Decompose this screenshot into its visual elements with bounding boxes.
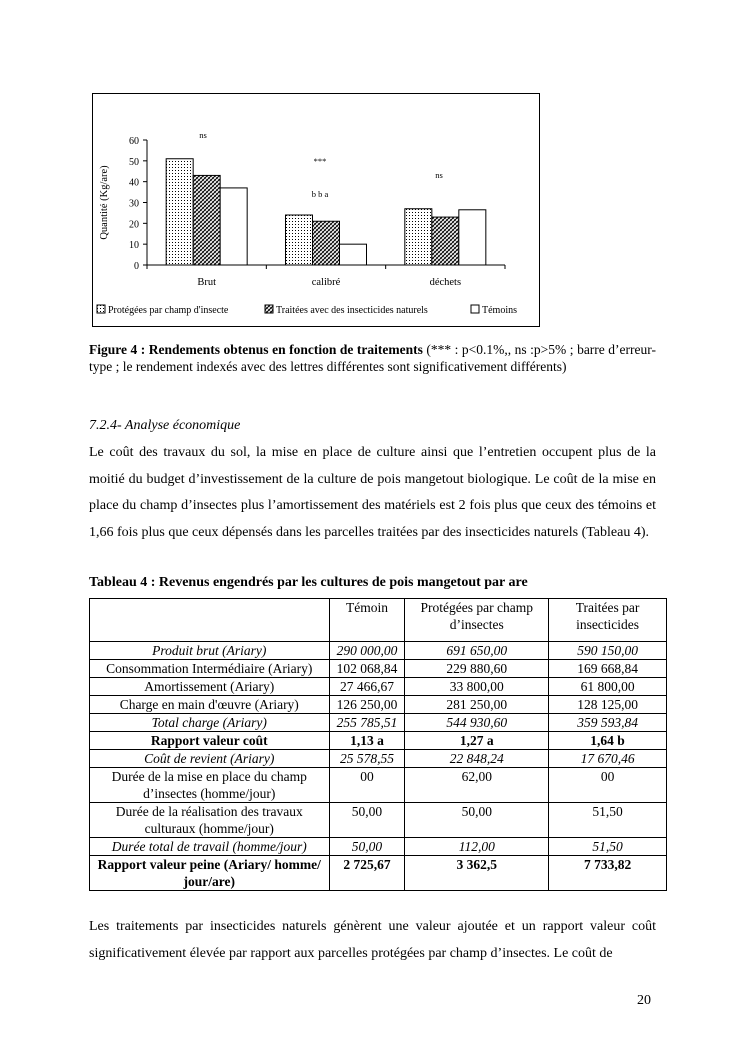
table-row-label: Total charge (Ariary) [90, 714, 330, 732]
y-tick-label: 10 [129, 240, 139, 252]
bar [459, 210, 486, 265]
table-cell: 51,50 [549, 803, 667, 838]
table-row-label: Consommation Intermédiaire (Ariary) [90, 660, 330, 678]
table-cell: 00 [549, 768, 667, 803]
x-category-label: calibré [311, 277, 341, 288]
table-row-label: Coût de revient (Ariary) [90, 750, 330, 768]
table-cell: 1,27 a [405, 732, 549, 750]
table-cell: 1,13 a [329, 732, 405, 750]
table-row-label: Durée total de travail (homme/jour) [90, 838, 330, 856]
table-row-label: Charge en main d'œuvre (Ariary) [90, 696, 330, 714]
y-tick-label: 40 [129, 177, 139, 189]
table-header-cell: Traitées par insecticides [549, 599, 667, 642]
table-row-label: Amortissement (Ariary) [90, 678, 330, 696]
table-row [90, 642, 667, 660]
paragraph-1: Le coût des travaux du sol, la mise en place de culture ainsi que l’entretien occupent plus de la moitié du budget d’investissement de la culture de pois mangetout biologique. Le coût de la mise en place du champ d’insectes plus l’amortissement des matériels est 2 fois plus que ceux des témoins et 1,66 fois plus que ceux dépensés dans les parcelles traitées par des insecticides naturels (Tableau 4). [89, 445, 656, 540]
table-cell: 25 578,55 [329, 750, 405, 768]
y-tick-label: 0 [134, 261, 139, 272]
significance-label: ns [435, 170, 443, 180]
table-cell: 102 068,84 [329, 660, 405, 678]
bar [340, 244, 367, 265]
significance-letters: b b a [311, 189, 329, 199]
table-cell: 22 848,24 [405, 750, 549, 768]
table-cell: 169 668,84 [549, 660, 667, 678]
table-row [90, 714, 667, 732]
table-cell: 00 [329, 768, 405, 803]
table-cell: 590 150,00 [549, 642, 667, 660]
table-cell: 229 880,60 [405, 660, 549, 678]
legend-label: Témoins [482, 305, 517, 316]
table-cell: 50,00 [329, 803, 405, 838]
table-cell: 3 362,5 [405, 856, 549, 891]
x-category-label: déchets [429, 277, 462, 288]
table-cell: 290 000,00 [329, 642, 405, 660]
revenue-table [89, 598, 667, 891]
legend-label: Protégées par champ d'insecte [108, 305, 229, 316]
bar [193, 175, 220, 265]
bar [286, 215, 313, 265]
table-row [90, 696, 667, 714]
table-header-cell: Protégées par champ d’insectes [405, 599, 549, 642]
bar-chart [93, 94, 539, 326]
table-cell: 255 785,51 [329, 714, 405, 732]
table-row-label: Durée de la mise en place du champ d’insectes (homme/jour) [90, 768, 330, 803]
y-tick-label: 50 [129, 156, 139, 168]
x-category-label: Brut [197, 277, 217, 288]
table-row [90, 750, 667, 768]
table-cell: 112,00 [405, 838, 549, 856]
table-cell: 1,64 b [549, 732, 667, 750]
table-row [90, 678, 667, 696]
table-row [90, 856, 667, 891]
table-cell: 27 466,67 [329, 678, 405, 696]
table-cell: 51,50 [549, 838, 667, 856]
table-row [90, 768, 667, 803]
table-cell: 2 725,67 [329, 856, 405, 891]
table-cell: 61 800,00 [549, 678, 667, 696]
table-header-row [90, 599, 667, 642]
table-row-label: Durée de la réalisation des travaux culturaux (homme/jour) [90, 803, 330, 838]
y-axis-label: Quantité (Kg/are) [99, 165, 110, 240]
legend-swatch [471, 305, 479, 313]
table-cell: 33 800,00 [405, 678, 549, 696]
significance-label: ns [199, 130, 207, 140]
table-header-cell [90, 599, 330, 642]
figure-caption [89, 341, 656, 375]
table-cell: 17 670,46 [549, 750, 667, 768]
table-title: Tableau 4 : Revenus engendrés par les cultures de pois mangetout par are [89, 575, 528, 590]
table-cell: 7 733,82 [549, 856, 667, 891]
figure-chart [92, 93, 540, 327]
significance-label: *** [313, 156, 327, 166]
table-row [90, 660, 667, 678]
legend-swatch [265, 305, 273, 313]
table-row-label: Rapport valeur coût [90, 732, 330, 750]
table-header-cell: Témoin [329, 599, 405, 642]
bar [313, 221, 340, 265]
caption-label: Figure 4 : Rendements obtenus en fonction de traitements [89, 342, 423, 357]
table-row-label: Rapport valeur peine (Ariary/ homme/ jour/are) [90, 856, 330, 891]
caption-text: (*** : p<0.1%,, ns :p>5% ; barre d’erreur-type ; le rendement indexés avec des lettres différentes sont significativement différents) [89, 342, 656, 374]
table-row [90, 838, 667, 856]
table-row [90, 732, 667, 750]
bar [166, 159, 193, 265]
section-title: 7.2.4- Analyse économique [89, 418, 241, 433]
table-cell: 50,00 [329, 838, 405, 856]
page-number: 20 [637, 993, 651, 1008]
y-tick-label: 20 [129, 219, 139, 231]
y-tick-label: 60 [129, 136, 139, 147]
table-cell: 544 930,60 [405, 714, 549, 732]
legend-label: Traitées avec des insecticides naturels [276, 305, 428, 316]
legend-swatch [97, 305, 105, 313]
bar [220, 188, 247, 265]
table-cell: 359 593,84 [549, 714, 667, 732]
paragraph-2: Les traitements par insecticides naturels génèrent une valeur ajoutée et un rapport valeur coût significativement élevée par rapport aux parcelles protégées par champ d’insectes. Le coût de [89, 919, 656, 961]
y-tick-label: 30 [129, 198, 139, 210]
table-cell: 126 250,00 [329, 696, 405, 714]
bar [432, 217, 459, 265]
table-cell: 62,00 [405, 768, 549, 803]
table-row [90, 803, 667, 838]
table-cell: 691 650,00 [405, 642, 549, 660]
table-cell: 50,00 [405, 803, 549, 838]
bar [405, 209, 432, 265]
table-row-label: Produit brut (Ariary) [90, 642, 330, 660]
table-cell: 128 125,00 [549, 696, 667, 714]
table-cell: 281 250,00 [405, 696, 549, 714]
